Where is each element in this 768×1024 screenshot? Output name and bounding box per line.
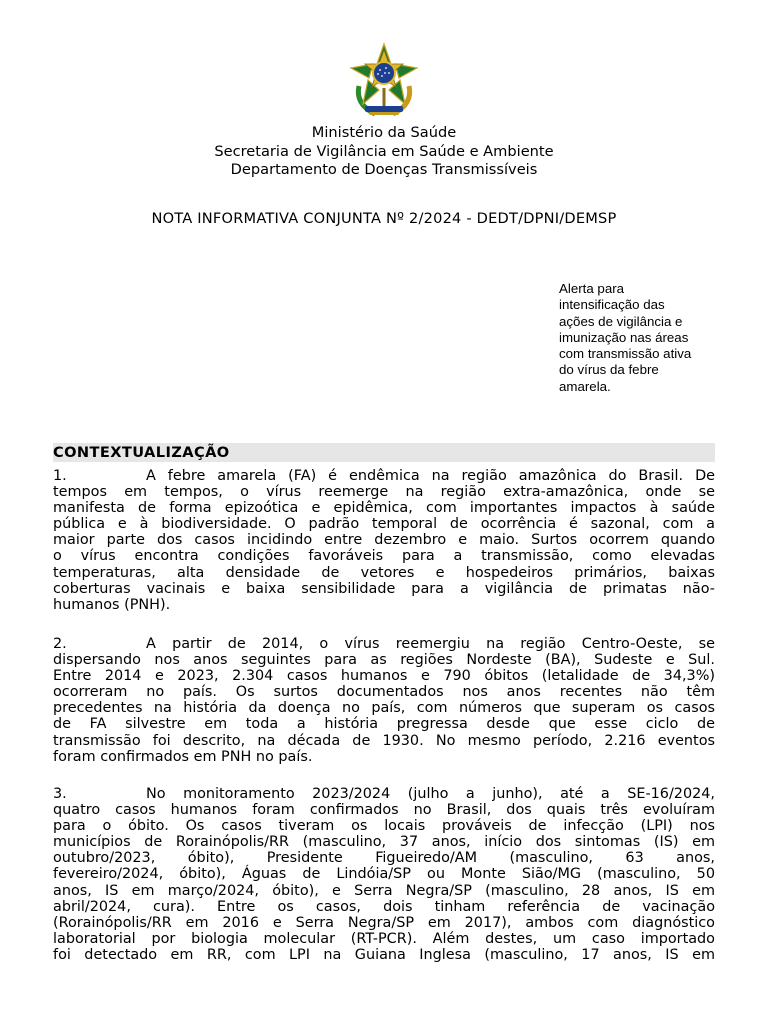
paragraph-line: A partir de 2014, o vírus reemergiu na região Centro-Oeste, se (146, 636, 715, 652)
ementa-line: intensificação das (559, 297, 665, 313)
paragraph-line: ocorreram no país. Os surtos documentados nos anos recentes não têm (53, 684, 715, 701)
paragraph-line: No monitoramento 2023/2024 (julho a junho), até a SE-16/2024, (146, 786, 715, 802)
paragraph-1 (53, 468, 715, 613)
paragraph-number: 2. (53, 636, 67, 652)
department-name: Departamento de Doenças Transmissíveis (230, 161, 538, 178)
ministry-name: Ministério da Saúde (311, 124, 457, 141)
paragraph-line: dispersando nos anos seguintes para as regiões Nordeste (BA), Sudeste e Sul. (53, 652, 715, 669)
ementa-line: ações de vigilância e (559, 313, 683, 329)
paragraph-line: anos, IS em março/2024, óbito), e Serra Negra/SP (masculino, 28 anos, IS em (53, 882, 715, 899)
paragraph-line: municípios de Rorainópolis/RR (masculino, 37 anos, início dos sintomas (IS) em (53, 834, 715, 851)
paragraph-line: o vírus encontra condições favoráveis para a transmissão, como elevadas (53, 548, 715, 565)
paragraph-line: coberturas vacinais e baixa sensibilidade para a vigilância de primatas não- (53, 580, 715, 597)
institution-header (0, 124, 768, 180)
section-heading: CONTEXTUALIZAÇÃO (53, 444, 230, 461)
paragraph-line: pública e à biodiversidade. O padrão temporal de ocorrência é sazonal, com a (53, 516, 715, 533)
paragraph-line: manifesta de forma epizoótica e epidêmica, com importantes impactos à saúde (53, 500, 715, 517)
ementa-summary (559, 281, 724, 395)
paragraph-line: abril/2024, cura). Entre os casos, dois tinham referência de vacinação (53, 898, 715, 915)
paragraph-2 (53, 636, 715, 765)
paragraph-line: transmissão foi descrito, na década de 1930. No mesmo período, 2.216 eventos (53, 732, 715, 749)
ementa-line: Alerta para (559, 281, 625, 296)
paragraph-line: temperaturas, alta densidade de vetores e hospedeiros primários, baixas (53, 564, 715, 581)
ementa-line: com transmissão ativa (559, 346, 692, 362)
paragraph-line: tempos em tempos, o vírus reemerge na região extra-amazônica, onde se (53, 484, 715, 501)
paragraph-line: outubro/2023, óbito), Presidente Figueiredo/AM (masculino, 63 anos, (53, 850, 715, 867)
paragraph-line: (Rorainópolis/RR em 2016 e Serra Negra/SP em 2017), ambos com diagnóstico (53, 914, 715, 931)
paragraph-line: fevereiro/2024, óbito), Águas de Lindóia/SP ou Monte Sião/MG (masculino, 50 (53, 866, 715, 883)
paragraph-line: foi detectado em RR, com LPI na Guiana Inglesa (masculino, 17 anos, IS em (53, 946, 715, 963)
paragraph-line: maior parte dos casos incidindo entre dezembro e maio. Surtos ocorrem quando (53, 532, 715, 549)
paragraph-line: Entre 2014 e 2023, 2.304 casos humanos e 790 óbitos (letalidade de 34,3%) (53, 668, 715, 685)
secretariat-name: Secretaria de Vigilância em Saúde e Ambiente (214, 142, 554, 160)
document-title: NOTA INFORMATIVA CONJUNTA Nº 2/2024 - DEDT/DPNI/DEMSP (151, 210, 617, 227)
paragraph-line: precedentes na história da doença no país, com números que superam os casos (53, 700, 715, 717)
paragraph-line: A febre amarela (FA) é endêmica na região amazônica do Brasil. De (146, 468, 715, 484)
paragraph-number: 3. (53, 786, 67, 802)
coat-of-arms-icon (345, 42, 423, 122)
paragraph-number: 1. (53, 468, 67, 484)
ementa-line: do vírus da febre (559, 362, 659, 378)
paragraph-line: foram confirmados em PNH no país. (53, 748, 313, 765)
ementa-line: imunização nas áreas (559, 329, 689, 345)
paragraph-line: para o óbito. Os casos tiveram os locais prováveis de infecção (LPI) nos (53, 818, 715, 835)
paragraph-line: de FA silvestre em toda a história pregressa desde que esse ciclo de (53, 716, 715, 733)
paragraph-line: humanos (PNH). (53, 596, 171, 613)
paragraph-3 (53, 786, 715, 963)
ementa-line: amarela. (559, 378, 611, 394)
paragraph-line: quatro casos humanos foram confirmados no Brasil, dos quais três evoluíram (53, 802, 715, 819)
paragraph-line: laboratorial por biologia molecular (RT-PCR). Além destes, um caso importado (53, 930, 715, 947)
